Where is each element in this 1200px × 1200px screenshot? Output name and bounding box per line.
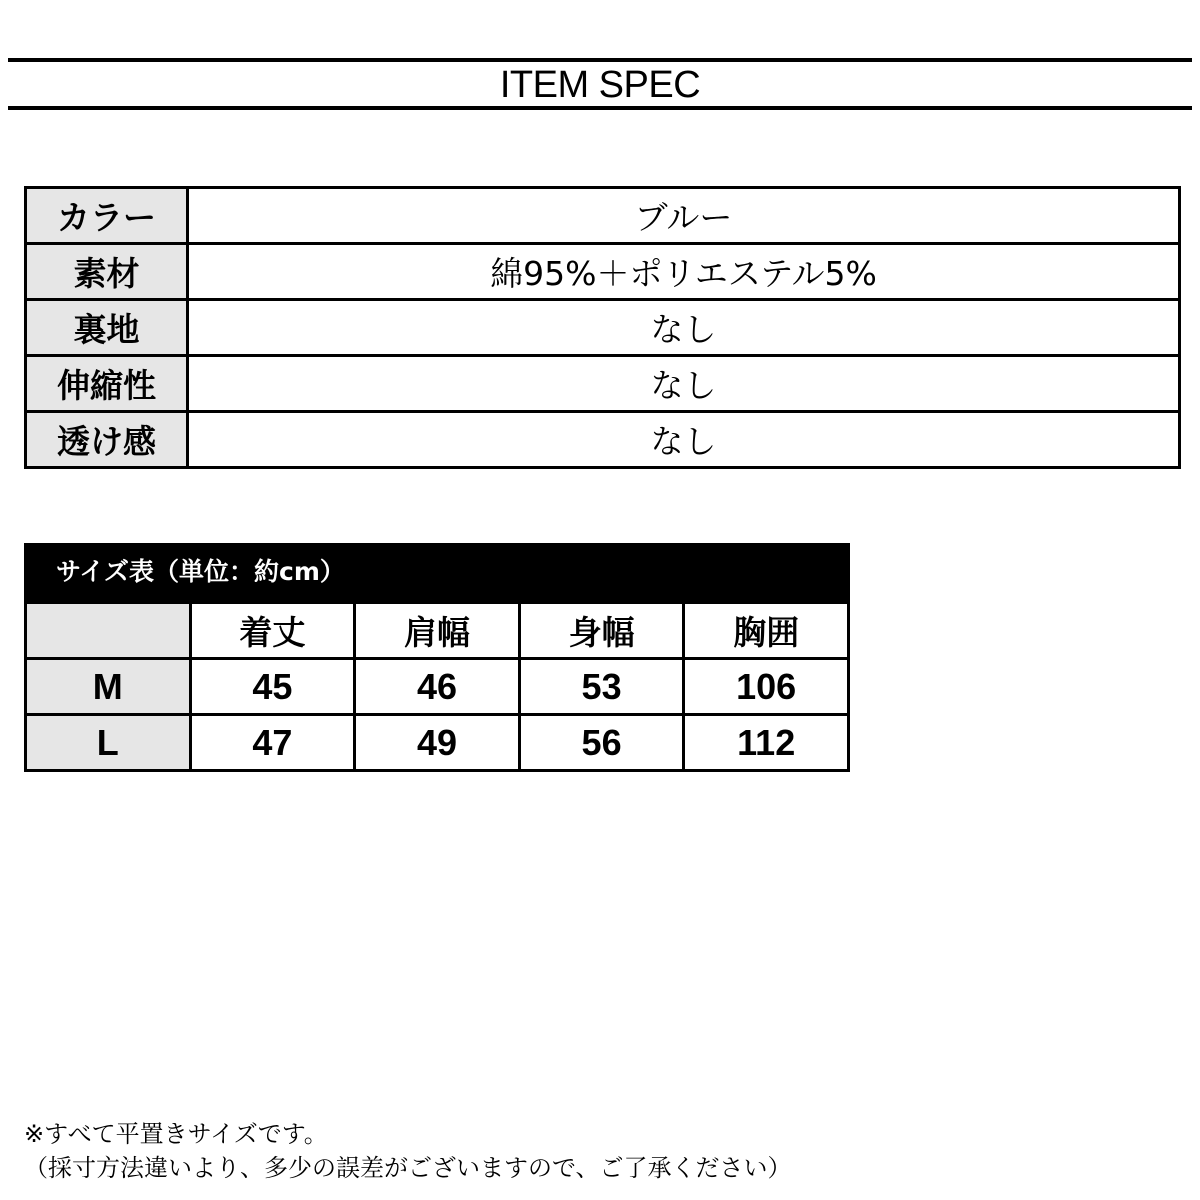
size-cell: 46 xyxy=(355,659,520,715)
spec-table xyxy=(24,186,1181,469)
size-column-header: 身幅 xyxy=(519,603,684,659)
spec-row-material xyxy=(26,244,1180,300)
size-cell: 45 xyxy=(190,659,355,715)
size-column-header: 胸囲 xyxy=(684,603,849,659)
size-cell: 49 xyxy=(355,715,520,771)
spec-value: ブルー xyxy=(188,188,1180,244)
size-cell: 56 xyxy=(519,715,684,771)
spec-label: 伸縮性 xyxy=(26,356,188,412)
size-column-header: 着丈 xyxy=(190,603,355,659)
spec-value: なし xyxy=(188,412,1180,468)
note-line: （採寸方法違いより、多少の誤差がございますので、ご了承ください） xyxy=(24,1154,792,1182)
size-row-label: L xyxy=(26,715,191,771)
spec-label: カラー xyxy=(26,188,188,244)
spec-row-stretch xyxy=(26,356,1180,412)
spec-label: 素材 xyxy=(26,244,188,300)
spec-label: 透け感 xyxy=(26,412,188,468)
bottom-rule xyxy=(8,106,1192,110)
size-corner-cell xyxy=(26,603,191,659)
size-header-row xyxy=(26,603,849,659)
size-cell: 106 xyxy=(684,659,849,715)
size-column-header: 肩幅 xyxy=(355,603,520,659)
size-cell: 53 xyxy=(519,659,684,715)
spec-row-sheerness xyxy=(26,412,1180,468)
spec-value: なし xyxy=(188,300,1180,356)
size-cell: 47 xyxy=(190,715,355,771)
size-row xyxy=(26,715,849,771)
spec-label: 裏地 xyxy=(26,300,188,356)
spec-value: なし xyxy=(188,356,1180,412)
size-table xyxy=(24,601,850,772)
size-row xyxy=(26,659,849,715)
size-table-title: サイズ表（単位：約cm） xyxy=(24,543,850,601)
size-row-label: M xyxy=(26,659,191,715)
size-cell: 112 xyxy=(684,715,849,771)
page-title: ITEM SPEC xyxy=(499,64,701,106)
spec-value: 綿95%＋ポリエステル5% xyxy=(188,244,1180,300)
spec-row-lining xyxy=(26,300,1180,356)
spec-row-color xyxy=(26,188,1180,244)
note-line: ※すべて平置きサイズです。 xyxy=(24,1120,328,1148)
